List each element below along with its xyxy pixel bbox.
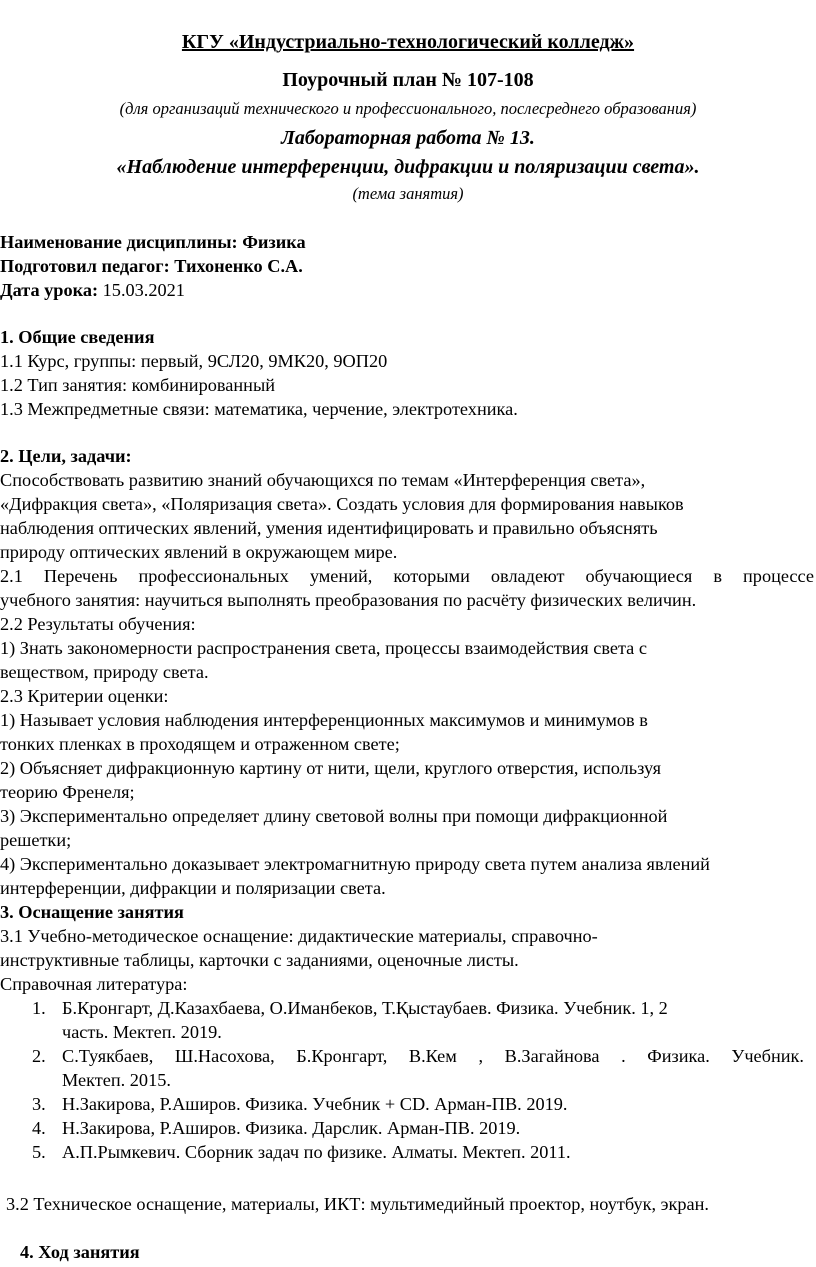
org-note: (для организаций технического и профессионального, послесреднего образования) [119, 99, 697, 118]
results-line: веществом, природу света. [0, 662, 209, 682]
results-line: 1) Знать закономерности распространения света, процессы взаимодействия света с [0, 638, 647, 658]
literature-item: Н.Закирова, Р.Аширов. Физика. Учебник + CD. Арман-ПВ. 2019. [62, 1094, 568, 1114]
criteria-line: теорию Френеля; [0, 782, 135, 802]
section1-line: 1.3 Межпредметные связи: математика, черчение, электротехника. [0, 399, 518, 419]
section1-line: 1.1 Курс, группы: первый, 9СЛ20, 9МК20, 9ОП20 [0, 351, 388, 371]
lab-title: Лабораторная работа № 13. [281, 127, 535, 149]
methodical-line: 3.1 Учебно-методическое оснащение: дидактические материалы, справочно- [0, 926, 598, 946]
literature-item: Мектеп. 2015. [62, 1070, 171, 1090]
teacher-line: Подготовил педагог: Тихоненко С.А. [0, 256, 303, 276]
topic-note: (тема занятия) [352, 184, 464, 203]
lab-topic: «Наблюдение интерференции, дифракции и поляризации света». [116, 156, 700, 178]
literature-heading: Справочная литература: [0, 974, 188, 994]
date-label: Дата урока: [0, 280, 99, 300]
discipline-line: Наименование дисциплины: Физика [0, 232, 306, 252]
section3-heading: 3. Оснащение занятия [0, 902, 184, 922]
goals-line: «Дифракция света», «Поляризация света». Создать условия для формирования навыков [0, 494, 684, 514]
skills-line: 2.1 Перечень профессиональных умений, которыми овладеют обучающиеся в процессе [0, 566, 814, 586]
literature-number: 1. [32, 998, 46, 1018]
results-heading: 2.2 Результаты обучения: [0, 614, 196, 634]
literature-number: 4. [32, 1118, 46, 1138]
literature-item: А.П.Рымкевич. Сборник задач по физике. Алматы. Мектеп. 2011. [62, 1142, 571, 1162]
criteria-line: 1) Называет условия наблюдения интерференционных максимумов и минимумов в [0, 710, 648, 730]
criteria-line: 3) Экспериментально определяет длину световой волны при помощи дифракционной [0, 806, 668, 826]
section4-heading: 4. Ход занятия [20, 1242, 140, 1262]
criteria-heading: 2.3 Критерии оценки: [0, 686, 169, 706]
literature-number: 3. [32, 1094, 46, 1114]
methodical-line: инструктивные таблицы, карточки с заданиями, оценочные листы. [0, 950, 519, 970]
literature-item: С.Туякбаев, Ш.Насохова, Б.Кронгарт, В.Кем , В.Загайнова . Физика. Учебник. [62, 1046, 804, 1066]
college-title: КГУ «Индустриально-технологический колледж» [181, 31, 635, 53]
section2-heading: 2. Цели, задачи: [0, 446, 132, 466]
criteria-line: 4) Экспериментально доказывает электромагнитную природу света путем анализа явлений [0, 854, 710, 874]
literature-number: 2. [32, 1046, 46, 1066]
criteria-line: интерференции, дифракции и поляризации света. [0, 878, 386, 898]
section1-line: 1.2 Тип занятия: комбинированный [0, 375, 276, 395]
criteria-line: тонких пленках в проходящем и отраженном свете; [0, 734, 400, 754]
literature-item: Н.Закирова, Р.Аширов. Физика. Дарслик. Арман-ПВ. 2019. [62, 1118, 521, 1138]
goals-line: Способствовать развитию знаний обучающихся по темам «Интерференция света», [0, 470, 646, 490]
section1-heading: 1. Общие сведения [0, 327, 155, 347]
skills-line: учебного занятия: научиться выполнять преобразования по расчёту физических величин. [0, 590, 697, 610]
date-line [0, 278, 185, 302]
criteria-line: решетки; [0, 830, 72, 850]
literature-number: 5. [32, 1142, 46, 1162]
literature-item: часть. Мектеп. 2019. [62, 1022, 222, 1042]
date-value: 15.03.2021 [98, 280, 185, 300]
goals-line: природу оптических явлений в окружающем мире. [0, 542, 398, 562]
goals-line: наблюдения оптических явлений, умения идентифицировать и правильно объяснять [0, 518, 658, 538]
criteria-line: 2) Объясняет дифракционную картину от нити, щели, круглого отверстия, используя [0, 758, 662, 778]
literature-item: Б.Кронгарт, Д.Казахбаева, О.Иманбеков, Т.Қыстаубаев. Физика. Учебник. 1, 2 [62, 998, 668, 1018]
plan-title: Поурочный план № 107-108 [282, 69, 534, 91]
technical-line: 3.2 Техническое оснащение, материалы, ИКТ: мультимедийный проектор, ноутбук, экран. [6, 1194, 709, 1214]
